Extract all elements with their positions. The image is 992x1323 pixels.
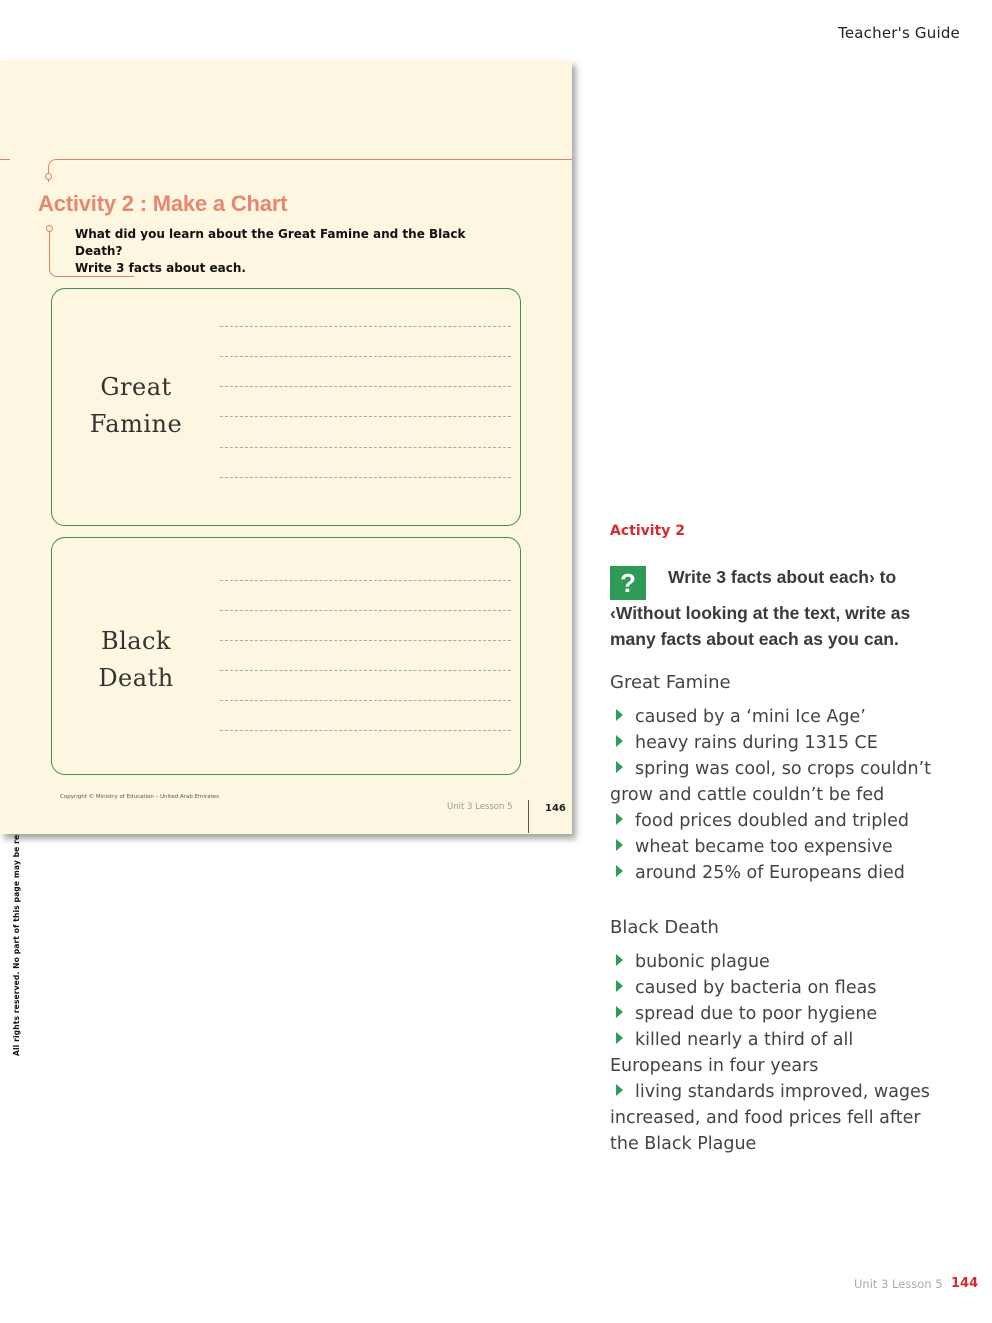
instruction-line: What did you learn about the Great Famine and the Black Death? <box>75 227 466 258</box>
writing-line[interactable] <box>220 640 511 641</box>
black-death-heading: Black Death <box>610 917 719 938</box>
black-death-label <box>72 623 200 697</box>
arrow-icon <box>616 813 623 825</box>
list-item: caused by a ‘mini Ice Age’ <box>610 704 950 730</box>
arrow-icon <box>616 761 623 773</box>
great-famine-heading: Great Famine <box>610 672 731 693</box>
activity-label: Activity 2 <box>610 523 685 539</box>
list-item: spring was cool, so crops couldn’t <box>610 756 950 782</box>
writing-line[interactable] <box>220 416 511 417</box>
list-item: living standards improved, wages <box>610 1079 950 1105</box>
great-famine-list <box>610 704 950 886</box>
teacher-instruction <box>610 564 950 652</box>
guide-title: Teacher's Guide <box>838 24 960 42</box>
writing-line[interactable] <box>220 386 511 387</box>
list-item-continued: grow and cattle couldn’t be fed <box>610 785 885 805</box>
list-item: food prices doubled and tripled <box>610 808 950 834</box>
arrow-icon <box>616 839 623 851</box>
list-item: around 25% of Europeans died <box>610 860 950 886</box>
writing-line[interactable] <box>220 356 511 357</box>
black-death-list <box>610 949 950 1157</box>
great-famine-box <box>51 288 521 526</box>
divider <box>528 800 529 833</box>
arrow-icon <box>616 980 623 992</box>
instruction-text: Write 3 facts about each› to ‹Without looking at the text, write as many facts about each as you can. <box>610 567 911 649</box>
decorative-dot <box>45 173 52 180</box>
unit-lesson: Unit 3 Lesson 5 <box>447 802 513 812</box>
writing-line[interactable] <box>220 610 511 611</box>
page-number: 146 <box>545 803 566 814</box>
arrow-icon <box>616 954 623 966</box>
arrow-icon <box>616 865 623 877</box>
decorative-curve <box>48 159 572 182</box>
list-item-continued: Europeans in four years <box>610 1056 819 1076</box>
writing-line[interactable] <box>220 447 511 448</box>
decorative-rule <box>0 159 10 160</box>
writing-line[interactable] <box>220 580 511 581</box>
list-item: wheat became too expensive <box>610 834 950 860</box>
activity-title: Activity 2 : Make a Chart <box>38 191 288 216</box>
writing-line[interactable] <box>220 700 511 701</box>
list-item: killed nearly a third of all <box>610 1027 950 1053</box>
arrow-icon <box>616 735 623 747</box>
list-item-continued: increased, and food prices fell after <box>610 1108 921 1128</box>
label-line: Great <box>100 373 172 401</box>
decorative-dot <box>46 225 53 232</box>
list-item: heavy rains during 1315 CE <box>610 730 950 756</box>
copyright: Copyright © Ministry of Education – United Arab Emirates <box>60 794 219 800</box>
arrow-icon <box>616 1006 623 1018</box>
instruction-line: Write 3 facts about each. <box>75 261 246 275</box>
writing-line[interactable] <box>220 670 511 671</box>
label-line: Death <box>98 664 174 692</box>
list-item-continued: the Black Plague <box>610 1134 757 1154</box>
writing-line[interactable] <box>220 730 511 731</box>
student-page-image <box>0 60 572 834</box>
writing-line[interactable] <box>220 477 511 478</box>
footer-unit-lesson: Unit 3 Lesson 5 <box>854 1277 943 1291</box>
arrow-icon <box>616 709 623 721</box>
arrow-icon <box>616 1084 623 1096</box>
question-icon: ? <box>610 566 646 600</box>
footer-page-number: 144 <box>951 1276 979 1291</box>
list-item: bubonic plague <box>610 949 950 975</box>
activity-instruction <box>75 226 515 277</box>
label-line: Black <box>100 627 172 655</box>
great-famine-label <box>72 369 200 443</box>
label-line: Famine <box>89 410 183 438</box>
black-death-box <box>51 537 521 775</box>
list-item: caused by bacteria on fleas <box>610 975 950 1001</box>
arrow-icon <box>616 1032 623 1044</box>
writing-line[interactable] <box>220 326 511 327</box>
list-item: spread due to poor hygiene <box>610 1001 950 1027</box>
